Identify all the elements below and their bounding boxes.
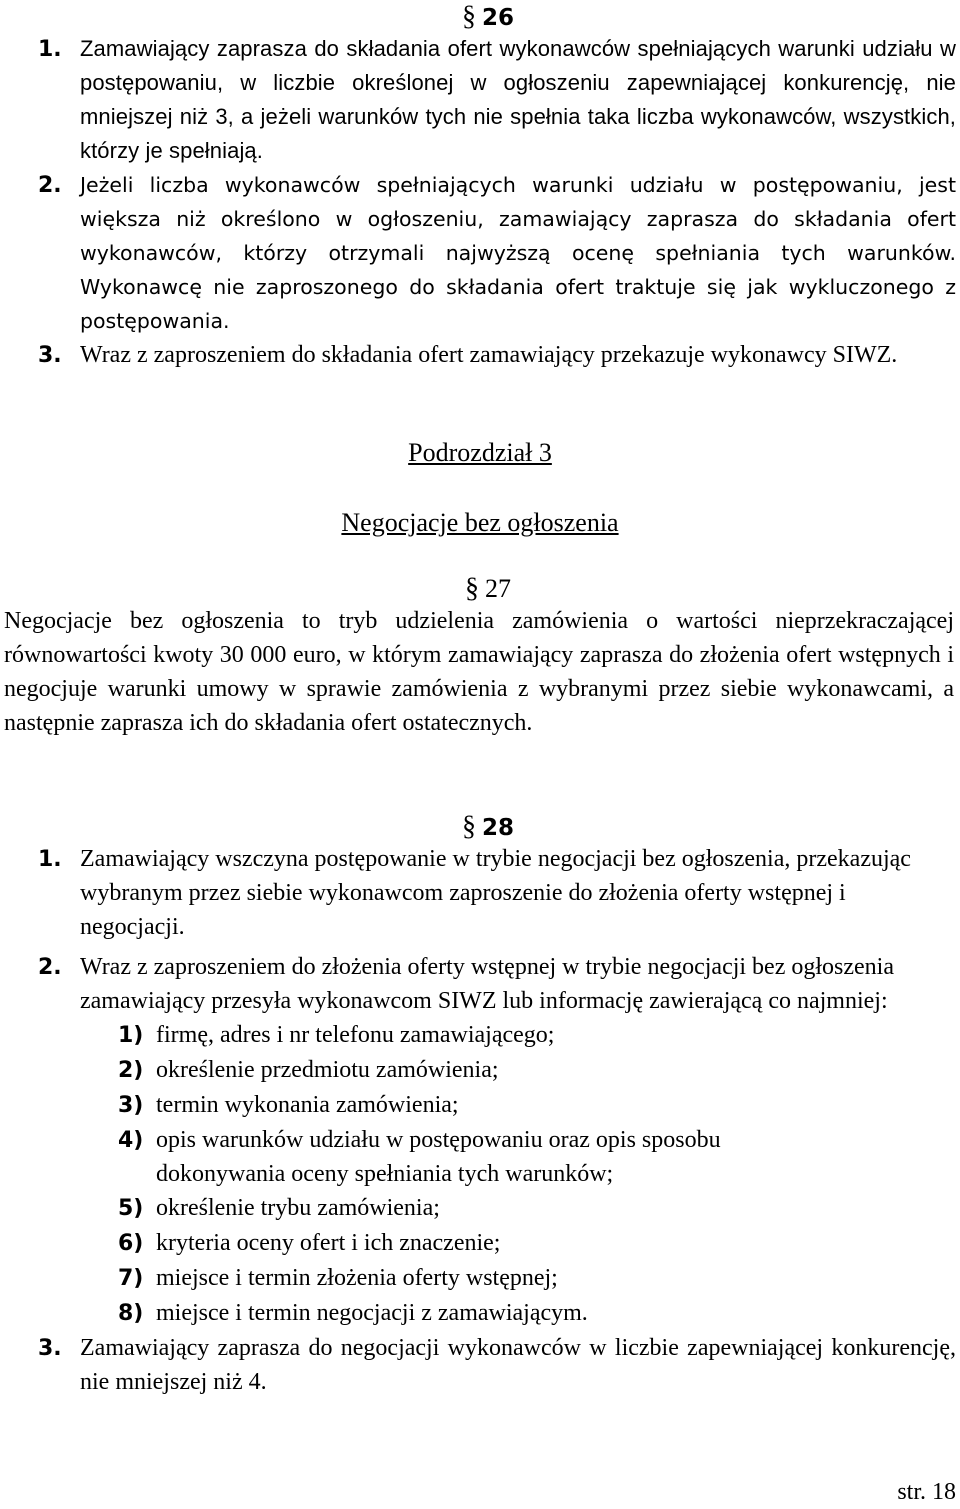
subdivision-heading: Podrozdział 3 — [408, 438, 552, 467]
list-item-text: miejsce i termin złożenia oferty wstępnej; — [156, 1265, 558, 1291]
list-item-number: 8) — [118, 1301, 144, 1326]
section-28-item-2 — [38, 950, 956, 1018]
page-number: str. 18 — [897, 1479, 956, 1505]
list-item-number: 4) — [118, 1128, 144, 1153]
list-item-number: 2) — [118, 1058, 144, 1083]
list-item-text: kryteria oceny ofert i ich znaczenie; — [156, 1230, 501, 1256]
list-item-text: określenie trybu zamówienia; — [156, 1195, 440, 1221]
section-26-item-1 — [38, 32, 956, 168]
item-number: 3. — [38, 1336, 62, 1361]
list-item — [118, 1123, 956, 1191]
section-symbol: § — [461, 811, 476, 842]
required-info-list — [118, 1018, 956, 1331]
list-item-number: 1) — [118, 1023, 144, 1048]
section-28-heading — [0, 810, 960, 845]
list-item-number: 5) — [118, 1196, 144, 1221]
list-item-number: 3) — [118, 1093, 144, 1118]
section-number: 27 — [485, 574, 511, 603]
section-28-body — [38, 842, 956, 1399]
item-number: 1. — [38, 37, 62, 62]
list-item — [118, 1296, 956, 1331]
list-item — [118, 1191, 956, 1226]
list-item-text: firmę, adres i nr telefonu zamawiającego; — [156, 1022, 555, 1048]
list-item — [118, 1088, 956, 1123]
item-text: Zamawiający zaprasza do negocjacji wykonawców w liczbie zapewniającej konkurencję, nie mniejszej niż 4. — [80, 1335, 956, 1395]
item-number: 2. — [38, 173, 62, 198]
item-text: Jeżeli liczba wykonawców spełniających warunki udziału w postępowaniu, jest większa niż określono w ogłoszeniu, zamawiający zaprasza do składania ofert wykonawców, którzy otrzymali najwyższą ocenę spełniania tych warunków. Wykonawcę nie zaproszonego do składania ofert traktuje się jak wykluczonego z postępowania. — [80, 173, 956, 333]
list-item-text: określenie przedmiotu zamówienia; — [156, 1057, 499, 1083]
section-28-item-1 — [38, 842, 956, 944]
item-number: 3. — [38, 343, 62, 368]
section-28-item-3 — [38, 1331, 956, 1399]
list-item-text: miejsce i termin negocjacji z zamawiającym. — [156, 1300, 588, 1326]
item-text: Wraz z zaproszeniem do złożenia oferty wstępnej w trybie negocjacji bez ogłoszenia zamawiający przesyła wykonawcom SIWZ lub informację zawierającą co najmniej: — [80, 954, 894, 1014]
section-27-heading — [0, 572, 960, 607]
item-number: 1. — [38, 847, 62, 872]
item-text: Wraz z zaproszeniem do składania ofert zamawiający przekazuje wykonawcy SIWZ. — [80, 342, 898, 368]
section-27-text: Negocjacje bez ogłoszenia to tryb udzielenia zamówienia o wartości nieprzekraczającej równowartości kwoty 30 000 euro, w którym zamawiający zaprasza do złożenia ofert wstępnych i negocjuje warunki umowy w sprawie zamówienia z wybranymi przez siebie wykonawcami, a następnie zaprasza ich do składania ofert ostatecznych. — [4, 608, 954, 736]
item-text: Zamawiający wszczyna postępowanie w trybie negocjacji bez ogłoszenia, przekazując wybranym przez siebie wykonawcom zaproszenie do złożenia oferty wstępnej i negocjacji. — [80, 846, 911, 940]
section-symbol: § — [461, 1, 476, 32]
section-number: 26 — [481, 5, 514, 31]
list-item-text: opis warunków udziału w postępowaniu oraz opis sposobu dokonywania oceny spełniania tych warunków; — [156, 1127, 721, 1187]
subdivision-title: Negocjacje bez ogłoszenia — [341, 508, 619, 537]
list-item-number: 7) — [118, 1266, 144, 1291]
section-symbol: § — [465, 573, 479, 604]
section-26-heading — [0, 0, 960, 35]
list-item-number: 6) — [118, 1231, 144, 1256]
section-26-body — [38, 32, 956, 373]
list-item — [118, 1053, 956, 1088]
section-26-item-2 — [38, 168, 956, 338]
item-text: Zamawiający zaprasza do składania ofert wykonawców spełniających warunki udziału w postępowaniu, w liczbie określonej w ogłoszeniu zapewniającej konkurencję, nie mniejszej niż 3, a jeżeli warunków tych nie spełnia taka liczba wykonawców, wszystkich, którzy je spełniają. — [80, 36, 956, 163]
section-26-item-3 — [38, 338, 956, 373]
list-item-text: termin wykonania zamówienia; — [156, 1092, 459, 1118]
list-item — [118, 1018, 956, 1053]
section-number: 28 — [481, 815, 514, 841]
list-item — [118, 1261, 956, 1296]
item-number: 2. — [38, 955, 62, 980]
list-item — [118, 1226, 956, 1261]
